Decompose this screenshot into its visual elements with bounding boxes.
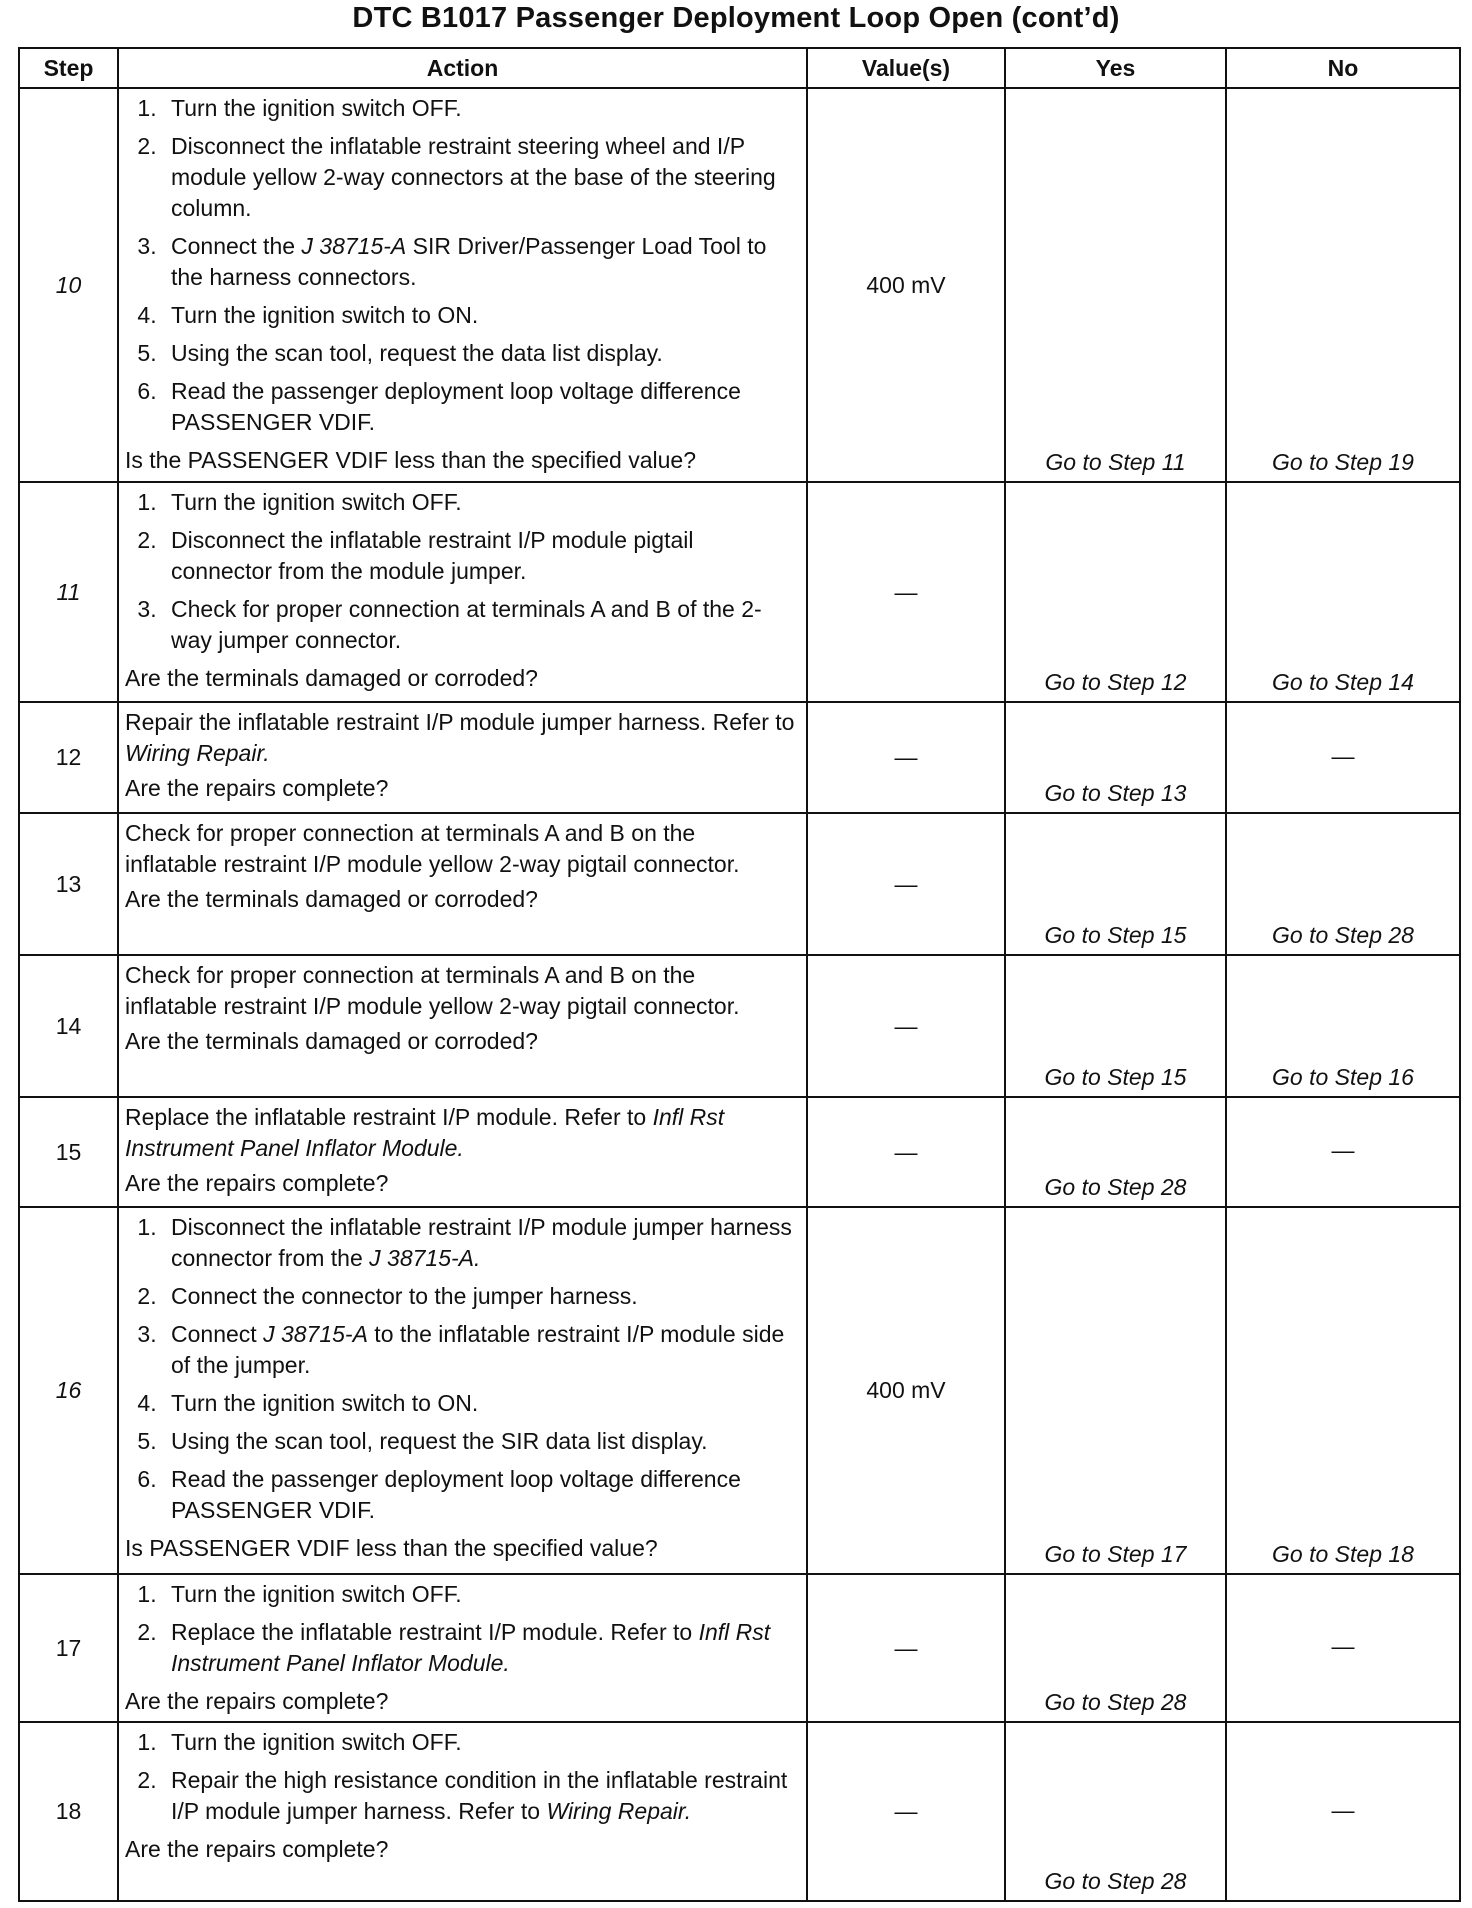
action-question: Are the repairs complete? [125, 775, 389, 801]
step-number: 11 [19, 482, 118, 702]
step-number: 12 [19, 702, 118, 813]
action-cell [118, 702, 807, 813]
tool-ref: J 38715-A. [369, 1245, 481, 1271]
step-number: 16 [19, 1207, 118, 1574]
action-item: 1. Turn the ignition switch OFF. [163, 93, 800, 124]
yes-cell: Go to Step 12 [1005, 482, 1226, 702]
action-question: Is PASSENGER VDIF less than the specified value? [125, 1535, 658, 1561]
value-cell: — [807, 813, 1005, 955]
no-cell: Go to Step 16 [1226, 955, 1460, 1097]
step-number: 10 [19, 88, 118, 482]
value-cell: — [807, 482, 1005, 702]
action-cell [118, 88, 807, 482]
action-cell [118, 813, 807, 955]
action-cell [118, 1722, 807, 1901]
table-row [19, 482, 1460, 702]
yes-cell: Go to Step 11 [1005, 88, 1226, 482]
page-title: DTC B1017 Passenger Deployment Loop Open (cont’d) [352, 2, 1120, 34]
action-cell [118, 955, 807, 1097]
action-item: 6. Read the passenger deployment loop voltage difference PASSENGER VDIF. [163, 1464, 800, 1526]
action-item: 5. Using the scan tool, request the data list display. [163, 338, 800, 369]
header-values: Value(s) [807, 48, 1005, 88]
table-row [19, 1722, 1460, 1901]
manual-ref: Infl Rst Instrument Panel Inflator Module. [125, 1104, 725, 1161]
action-item: 1. Disconnect the inflatable restraint I/P module jumper harness connector from the J 38715-A. [163, 1212, 800, 1274]
table-row [19, 702, 1460, 813]
action-item: 2. Replace the inflatable restraint I/P module. Refer to Infl Rst Instrument Panel Inflator Module. [163, 1617, 800, 1679]
action-item: 3. Check for proper connection at terminals A and B of the 2-way jumper connector. [163, 594, 800, 656]
action-item: 3. Connect J 38715-A to the inflatable restraint I/P module side of the jumper. [163, 1319, 800, 1381]
action-text: Check for proper connection at terminals A and B on the inflatable restraint I/P module yellow 2-way pigtail connector. [125, 962, 740, 1019]
value-cell: — [807, 1097, 1005, 1207]
action-item: 2. Connect the connector to the jumper harness. [163, 1281, 800, 1312]
action-item: 1. Turn the ignition switch OFF. [163, 1727, 800, 1758]
table-row [19, 813, 1460, 955]
value-cell: 400 mV [807, 88, 1005, 482]
action-item: 4. Turn the ignition switch to ON. [163, 1388, 800, 1419]
yes-cell: Go to Step 17 [1005, 1207, 1226, 1574]
no-cell: Go to Step 19 [1226, 88, 1460, 482]
action-text: Repair the inflatable restraint I/P module jumper harness. Refer to Wiring Repair. [125, 709, 795, 766]
yes-cell: Go to Step 15 [1005, 955, 1226, 1097]
table-row [19, 88, 1460, 482]
action-question: Are the terminals damaged or corroded? [125, 665, 538, 691]
header-action: Action [118, 48, 807, 88]
action-item: 4. Turn the ignition switch to ON. [163, 300, 800, 331]
step-number: 15 [19, 1097, 118, 1207]
header-no: No [1226, 48, 1460, 88]
header-row [19, 48, 1460, 88]
action-item: 5. Using the scan tool, request the SIR data list display. [163, 1426, 800, 1457]
tool-ref: J 38715-A [263, 1321, 368, 1347]
value-cell: — [807, 1574, 1005, 1722]
yes-cell: Go to Step 28 [1005, 1722, 1226, 1901]
action-question: Are the repairs complete? [125, 1170, 389, 1196]
step-number: 17 [19, 1574, 118, 1722]
action-question: Are the repairs complete? [125, 1688, 389, 1714]
no-cell: — [1226, 1574, 1460, 1722]
table-row [19, 1574, 1460, 1722]
value-cell: — [807, 702, 1005, 813]
yes-cell: Go to Step 28 [1005, 1097, 1226, 1207]
no-cell: — [1226, 702, 1460, 813]
yes-cell: Go to Step 15 [1005, 813, 1226, 955]
action-item: 2. Disconnect the inflatable restraint steering wheel and I/P module yellow 2-way connectors at the base of the steering column. [163, 131, 800, 224]
header-step: Step [19, 48, 118, 88]
manual-ref: Infl Rst Instrument Panel Inflator Module. [171, 1619, 771, 1676]
manual-ref: Wiring Repair. [546, 1798, 692, 1824]
action-item: 2. Disconnect the inflatable restraint I/P module pigtail connector from the module jumper. [163, 525, 800, 587]
step-number: 18 [19, 1722, 118, 1901]
action-item: 3. Connect the J 38715-A SIR Driver/Passenger Load Tool to the harness connectors. [163, 231, 800, 293]
action-item: 2. Repair the high resistance condition in the inflatable restraint I/P module jumper harness. Refer to Wiring Repair. [163, 1765, 800, 1827]
action-item: 6. Read the passenger deployment loop voltage difference PASSENGER VDIF. [163, 376, 800, 438]
value-cell: 400 mV [807, 1207, 1005, 1574]
step-number: 14 [19, 955, 118, 1097]
value-cell: — [807, 955, 1005, 1097]
table-row [19, 955, 1460, 1097]
action-text: Replace the inflatable restraint I/P module. Refer to Infl Rst Instrument Panel Inflator Module. [125, 1104, 725, 1161]
value-cell: — [807, 1722, 1005, 1901]
no-cell: Go to Step 28 [1226, 813, 1460, 955]
action-cell [118, 1574, 807, 1722]
manual-ref: Wiring Repair. [125, 740, 270, 766]
action-question: Are the repairs complete? [125, 1836, 389, 1862]
action-item: 1. Turn the ignition switch OFF. [163, 1579, 800, 1610]
action-question: Are the terminals damaged or corroded? [125, 1028, 538, 1054]
action-text: Check for proper connection at terminals A and B on the inflatable restraint I/P module yellow 2-way pigtail connector. [125, 820, 740, 877]
diagnostic-table [18, 47, 1461, 1902]
action-cell [118, 1207, 807, 1574]
action-cell [118, 1097, 807, 1207]
step-number: 13 [19, 813, 118, 955]
header-yes: Yes [1005, 48, 1226, 88]
action-question: Are the terminals damaged or corroded? [125, 886, 538, 912]
yes-cell: Go to Step 28 [1005, 1574, 1226, 1722]
table-row [19, 1097, 1460, 1207]
no-cell: Go to Step 14 [1226, 482, 1460, 702]
table-row [19, 1207, 1460, 1574]
yes-cell: Go to Step 13 [1005, 702, 1226, 813]
no-cell: Go to Step 18 [1226, 1207, 1460, 1574]
action-cell [118, 482, 807, 702]
no-cell: — [1226, 1097, 1460, 1207]
action-question: Is the PASSENGER VDIF less than the specified value? [125, 447, 697, 473]
action-item: 1. Turn the ignition switch OFF. [163, 487, 800, 518]
tool-ref: J 38715-A [301, 233, 407, 259]
no-cell: — [1226, 1722, 1460, 1901]
